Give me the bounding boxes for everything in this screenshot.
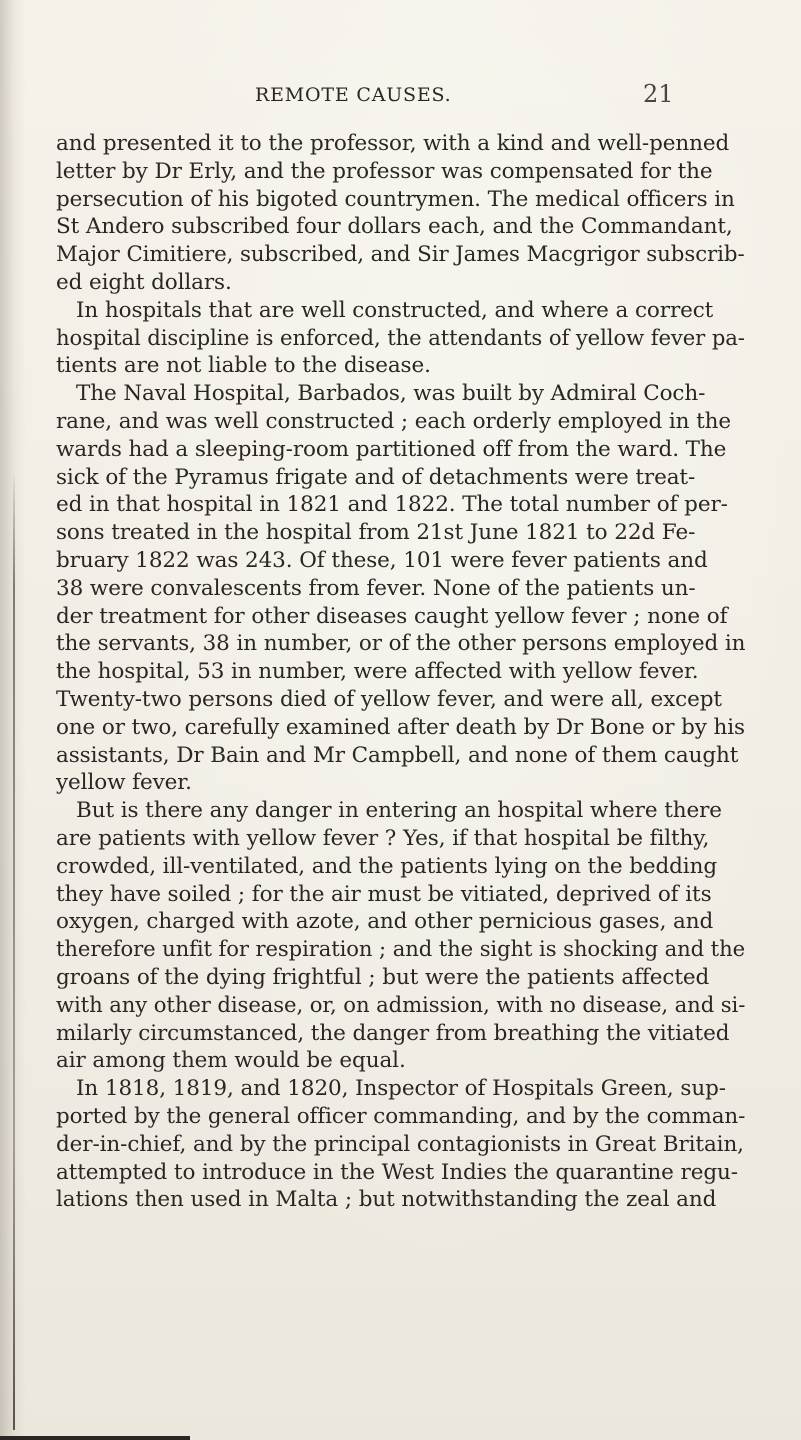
text-line: one or two, carefully examined after death by Dr Bone or by his bbox=[56, 714, 745, 740]
page-number: 21 bbox=[643, 80, 674, 108]
text-line: rane, and was well constructed ; each orderly employed in the bbox=[56, 409, 732, 434]
text-line: letter by Dr Erly, and the professor was compensated for the bbox=[56, 158, 713, 184]
text-line: ed in that hospital in 1821 and 1822. The total number of per- bbox=[56, 492, 728, 518]
text-line: yellow fever. bbox=[56, 770, 192, 796]
text-line: the hospital, 53 in number, were affected with yellow fever. bbox=[56, 659, 699, 685]
text-line: Twenty-two persons died of yellow fever, and were all, except bbox=[56, 687, 722, 712]
text-line: are patients with yellow fever ? Yes, if that hospital be filthy, bbox=[56, 826, 710, 851]
text-line: with any other disease, or, on admission, with no disease, and si- bbox=[56, 992, 746, 1018]
text-line: St Andero subscribed four dollars each, and the Commandant, bbox=[56, 214, 733, 240]
text-line: In 1818, 1819, and 1820, Inspector of Hospitals Green, sup- bbox=[76, 1076, 726, 1102]
text-line: milarly circumstanced, the danger from breathing the vitiated bbox=[56, 1020, 730, 1046]
text-line: hospital discipline is enforced, the attendants of yellow fever pa- bbox=[56, 325, 745, 351]
page-bottom-edge bbox=[0, 1436, 190, 1440]
text-line: Major Cimitiere, subscribed, and Sir James Macgrigor subscrib- bbox=[56, 242, 745, 268]
text-line: sons treated in the hospital from 21st June 1821 to 22d Fe- bbox=[56, 520, 696, 546]
text-line: oxygen, charged with azote, and other pernicious gases, and bbox=[56, 909, 714, 935]
text-line: therefore unfit for respiration ; and the sight is shocking and the bbox=[56, 937, 746, 963]
text-line: the servants, 38 in number, or of the other persons employed in bbox=[56, 631, 746, 657]
text-line: der treatment for other diseases caught yellow fever ; none of bbox=[56, 603, 728, 629]
text-line: The Naval Hospital, Barbados, was built by Admiral Coch- bbox=[76, 381, 706, 407]
text-line: groans of the dying frightful ; but were the patients affected bbox=[56, 965, 710, 990]
text-line: wards had a sleeping-room partitioned off from the ward. The bbox=[56, 436, 727, 462]
text-line: der-in-chief, and by the principal contagionists in Great Britain, bbox=[56, 1131, 744, 1157]
text-line: crowded, ill-ventilated, and the patients lying on the bedding bbox=[56, 853, 717, 879]
text-line: ported by the general officer commanding, and by the comman- bbox=[56, 1104, 746, 1129]
text-line: sick of the Pyramus frigate and of detachments were treat- bbox=[56, 464, 696, 490]
text-line: air among them would be equal. bbox=[56, 1048, 406, 1074]
text-line: lations then used in Malta ; but notwithstanding the zeal and bbox=[56, 1187, 717, 1213]
binding-edge-line bbox=[13, 470, 15, 1430]
text-line: and presented it to the professor, with a kind and well-penned bbox=[56, 131, 730, 156]
text-line: In hospitals that are well constructed, and where a correct bbox=[76, 297, 714, 323]
text-line: But is there any danger in entering an hospital where there bbox=[76, 798, 722, 824]
running-head bbox=[0, 80, 801, 114]
text-line: attempted to introduce in the West Indies the quarantine regu- bbox=[56, 1159, 738, 1185]
text-line: 38 were convalescents from fever. None of the patients un- bbox=[56, 575, 696, 601]
text-line: bruary 1822 was 243. Of these, 101 were fever patients and bbox=[56, 548, 708, 573]
running-head-title: REMOTE CAUSES. bbox=[255, 84, 452, 106]
text-line: they have soiled ; for the air must be vitiated, deprived of its bbox=[56, 881, 712, 907]
text-line: assistants, Dr Bain and Mr Campbell, and none of them caught bbox=[56, 742, 739, 768]
text-line: persecution of his bigoted countrymen. The medical officers in bbox=[56, 186, 735, 212]
text-line: tients are not liable to the disease. bbox=[56, 353, 431, 379]
text-line: ed eight dollars. bbox=[56, 270, 232, 295]
